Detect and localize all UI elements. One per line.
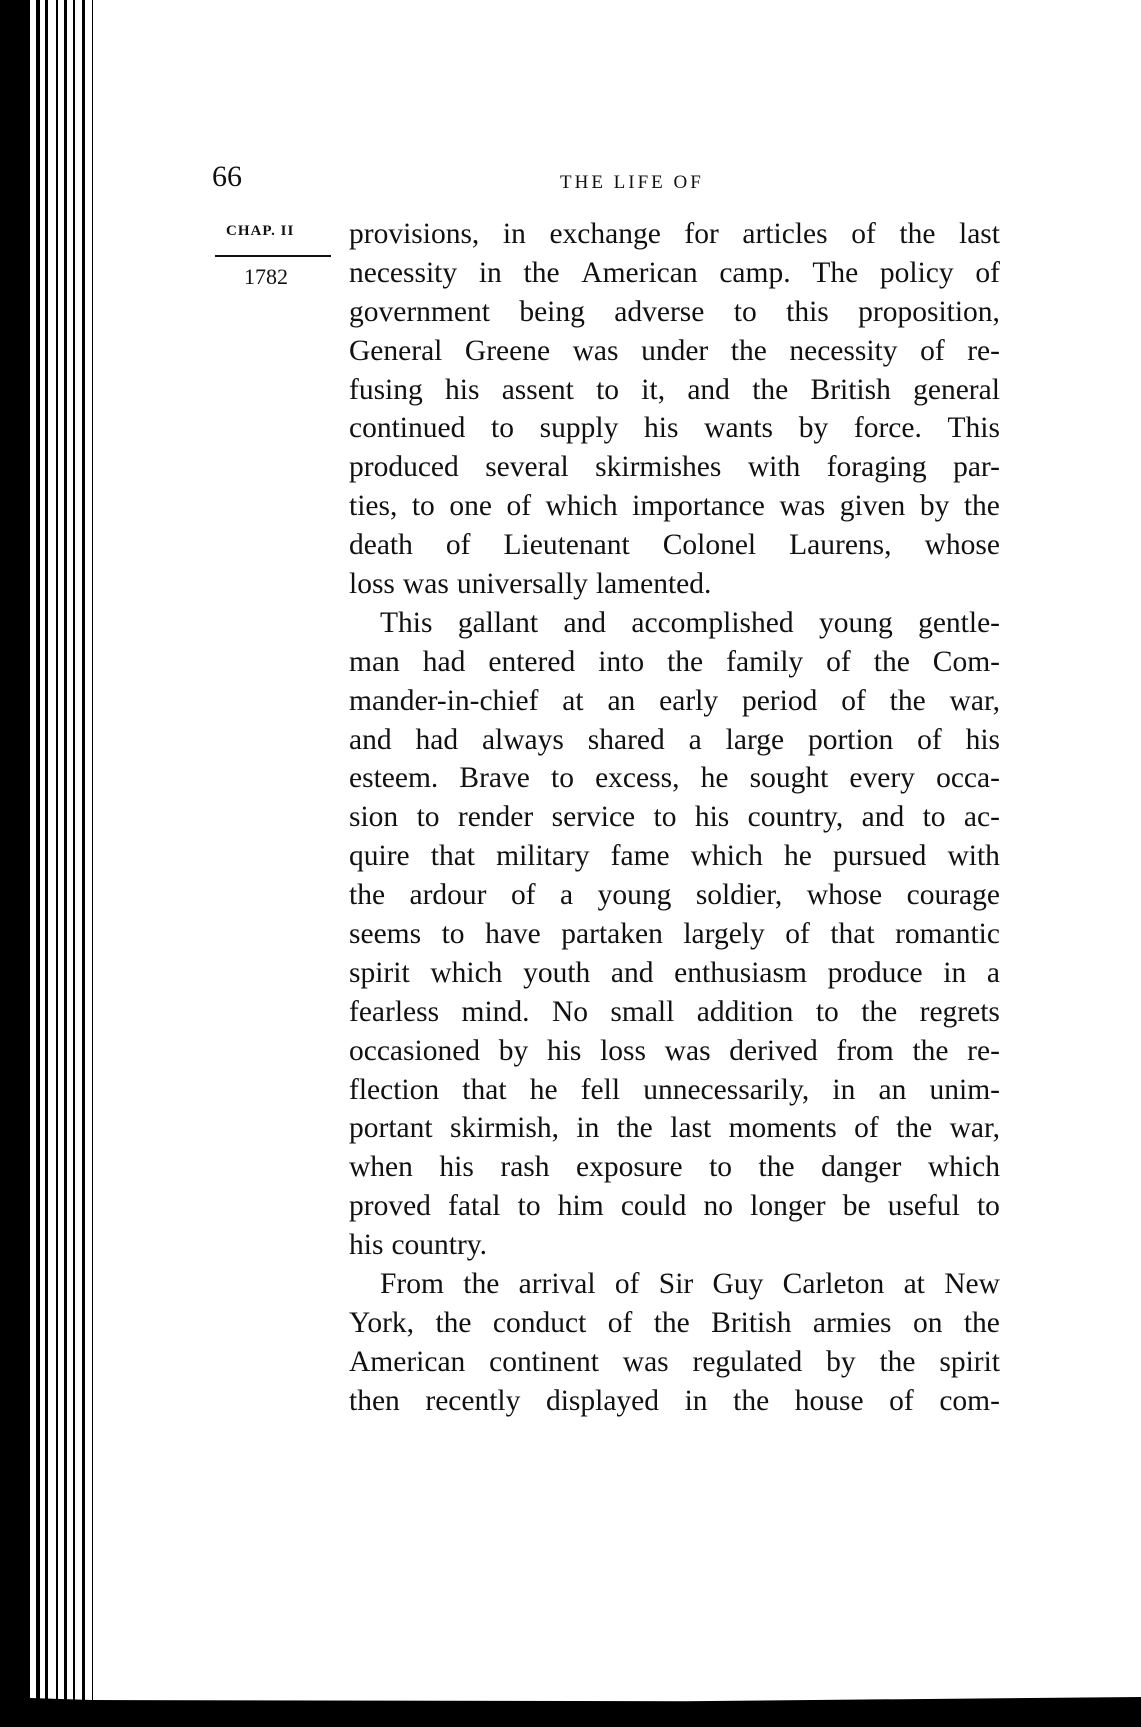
text-line: This gallant and accomplished young gentle- <box>380 606 1000 639</box>
text-line: esteem. Brave to excess, he sought every occa- <box>349 762 1000 795</box>
text-line: quire that military fame which he pursued with <box>349 840 1000 873</box>
text-line: General Greene was under the necessity of re- <box>349 334 1000 367</box>
body-text <box>349 215 1000 1421</box>
text-line: York, the conduct of the British armies on the <box>349 1306 1000 1339</box>
text-line: continued to supply his wants by force. This <box>349 412 1000 445</box>
text-line: and had always shared a large portion of his <box>349 723 1000 756</box>
text-line: man had entered into the family of the Com- <box>349 645 1000 678</box>
text-line: produced several skirmishes with foraging par- <box>349 451 1000 484</box>
text-line: the ardour of a young soldier, whose courage <box>349 879 1000 912</box>
text-line: portant skirmish, in the last moments of the war, <box>349 1112 1000 1145</box>
text-line: flection that he fell unnecessarily, in an unim- <box>349 1073 1000 1106</box>
margin-year: 1782 <box>244 264 288 289</box>
text-line: sion to render service to his country, and to ac- <box>349 801 1000 834</box>
running-head: THE LIFE OF <box>560 172 704 193</box>
text-line: occasioned by his loss was derived from the re- <box>349 1034 1000 1067</box>
text-line: provisions, in exchange for articles of the last <box>349 218 1000 250</box>
text-line: his country. <box>349 1229 488 1262</box>
text-line: proved fatal to him could no longer be useful to <box>349 1190 1000 1223</box>
text-line: ties, to one of which importance was given by the <box>349 490 1000 523</box>
text-line: spirit which youth and enthusiasm produce in a <box>349 956 1000 989</box>
text-line: American continent was regulated by the spirit <box>349 1345 1000 1378</box>
text-line: seems to have partaken largely of that romantic <box>349 918 1000 951</box>
text-line: mander-in-chief at an early period of the war, <box>349 684 1000 717</box>
bottom-page-edge <box>0 1697 1141 1727</box>
margin-chapter: CHAP. II <box>226 223 295 239</box>
text-line: necessity in the American camp. The policy of <box>349 256 1000 289</box>
text-line: government being adverse to this proposition, <box>349 295 1000 328</box>
text-line: death of Lieutenant Colonel Laurens, whose <box>349 529 1000 562</box>
text-line: fusing his assent to it, and the British general <box>349 373 1000 406</box>
text-line: then recently displayed in the house of com- <box>349 1384 1000 1417</box>
page-number: 66 <box>212 160 242 193</box>
text-line: when his rash exposure to the danger which <box>349 1151 1000 1184</box>
text-line: fearless mind. No small addition to the regrets <box>349 995 1000 1028</box>
text-line: loss was universally lamented. <box>349 568 712 601</box>
text-line: From the arrival of Sir Guy Carleton at New <box>380 1268 1000 1301</box>
margin-rule <box>215 255 331 257</box>
